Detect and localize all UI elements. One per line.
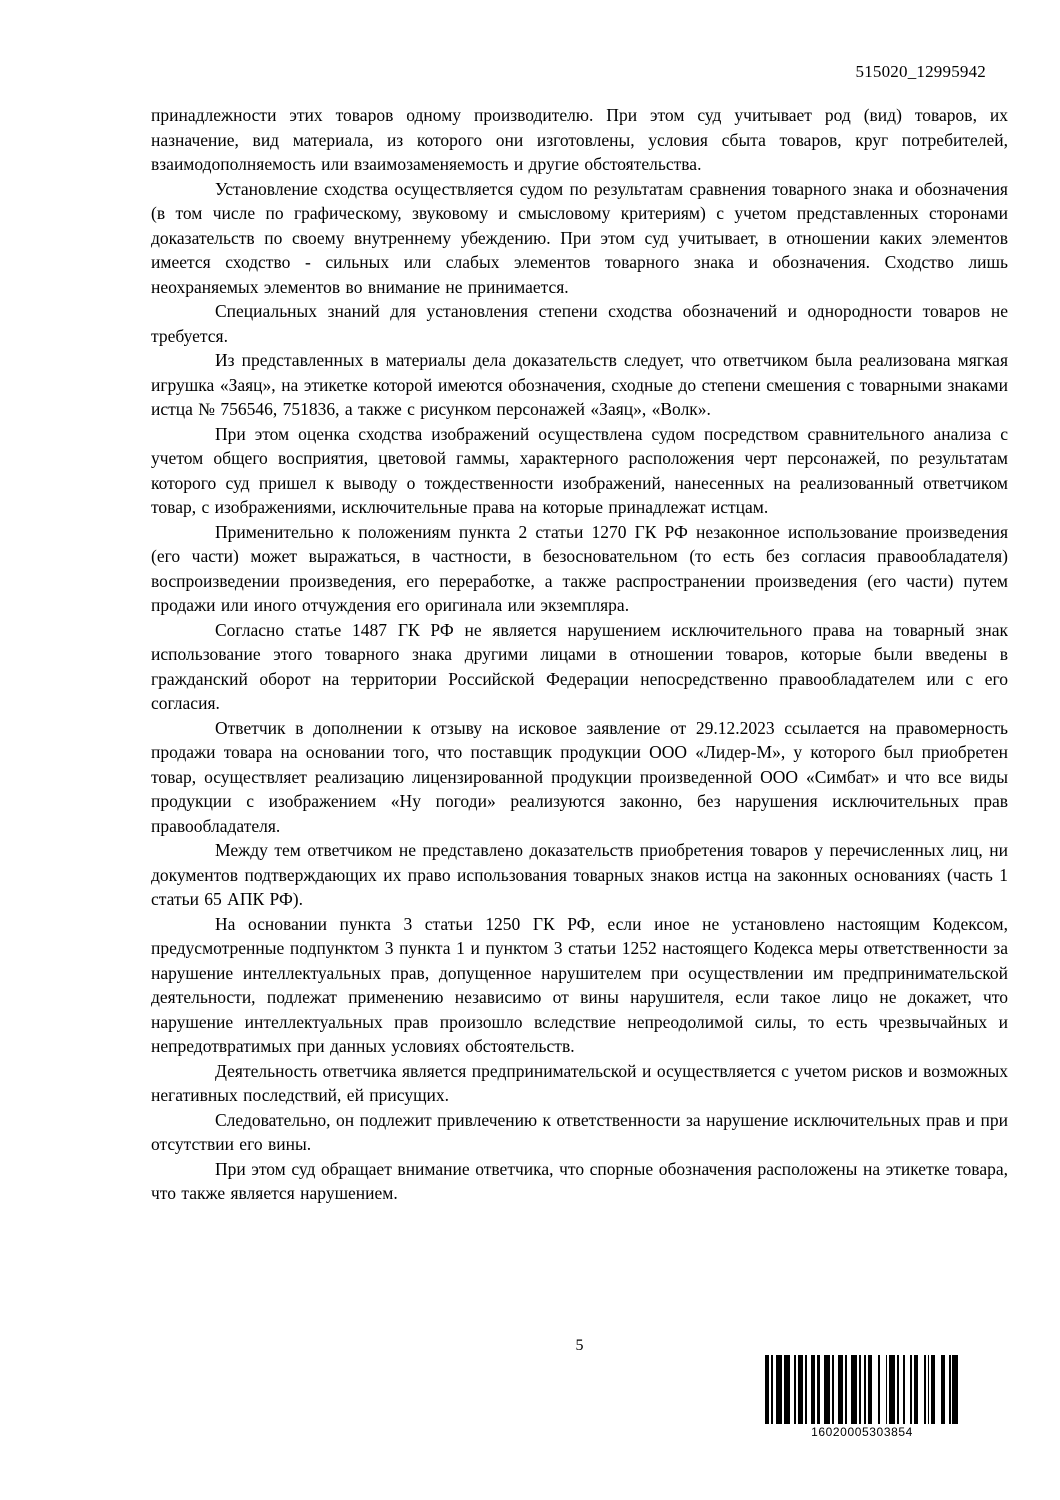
- paragraph: Ответчик в дополнении к отзыву на исковое заявление от 29.12.2023 ссылается на правомерность продажи товара на основании того, что поставщик продукции ООО «Лидер-М», у которого был приобретен товар, осуществляет реализацию лицензированной продукции произведенной ООО «Симбат» и что все виды продукции с изображением «Ну погоди» реализуются законно, без нарушения исключительных прав правообладателя.: [151, 717, 1008, 836]
- barcode-image: [765, 1355, 959, 1424]
- document-body: [151, 103, 1008, 1206]
- paragraph: При этом суд обращает внимание ответчика, что спорные обозначения расположены на этикетке товара, что также является нарушением.: [151, 1158, 1008, 1203]
- paragraph: Согласно статье 1487 ГК РФ не является нарушением исключительного права на товарный знак использование этого товарного знака другими лицами в отношении товаров, которые были введены в гражданский оборот на территории Российской Федерации непосредственно правообладателем или с его согласия.: [151, 619, 1008, 713]
- paragraph: Следовательно, он подлежит привлечению к ответственности за нарушение исключительных прав и при отсутствии его вины.: [151, 1109, 1008, 1154]
- paragraph: принадлежности этих товаров одному производителю. При этом суд учитывает род (вид) товаров, их назначение, вид материала, из которого они изготовлены, условия сбыта товаров, круг потребителей, взаимодополняемость или взаимозаменяемость и другие обстоятельства.: [151, 105, 1008, 174]
- document-reference-number: 515020_12995942: [855, 62, 986, 81]
- barcode: [765, 1355, 959, 1439]
- paragraph: Из представленных в материалы дела доказательств следует, что ответчиком была реализована мягкая игрушка «Заяц», на этикетке которой имеются обозначения, сходные до степени смешения с товарными знаками истца № 756546, 751836, а также с рисунком персонажей «Заяц», «Волк».: [151, 350, 1008, 419]
- page-number: 5: [575, 1337, 584, 1354]
- paragraph: Применительно к положениям пункта 2 статьи 1270 ГК РФ незаконное использование произведения (его части) может выражаться, в частности, в безосновательном (то есть без согласия правообладателя) воспроизведении произведения, его переработке, а также распространении произведения (его части) путем продажи или иного отчуждения его оригинала или экземпляра.: [151, 521, 1008, 615]
- paragraph: При этом оценка сходства изображений осуществлена судом посредством сравнительного анализа с учетом общего восприятия, цветовой гаммы, характерного расположения черт персонажей, по результатам которого суд пришел к выводу о тождественности изображений, нанесенных на реализованный ответчиком товар, с изображениями, исключительные права на которые принадлежат истцам.: [151, 423, 1008, 517]
- paragraph: Установление сходства осуществляется судом по результатам сравнения товарного знака и обозначения (в том числе по графическому, звуковому и смысловому критериям) с учетом представленных сторонами доказательств по своему внутреннему убеждению. При этом суд учитывает, в отношении каких элементов имеется сходство - сильных или слабых элементов товарного знака и обозначения. Сходство лишь неохраняемых элементов во внимание не принимается.: [151, 178, 1008, 297]
- paragraph: На основании пункта 3 статьи 1250 ГК РФ, если иное не установлено настоящим Кодексом, предусмотренные подпунктом 3 пункта 1 и пунктом 3 статьи 1252 настоящего Кодекса меры ответственности за нарушение интеллектуальных прав, допущенное нарушителем при осуществлении им предпринимательской деятельности, подлежат применению независимо от вины нарушителя, если такое лицо не докажет, что нарушение интеллектуальных прав произошло вследствие непреодолимой силы, то есть чрезвычайных и непредотвратимых при данных условиях обстоятельств.: [151, 913, 1008, 1056]
- paragraph: Специальных знаний для установления степени сходства обозначений и однородности товаров не требуется.: [151, 301, 1008, 346]
- paragraph: Между тем ответчиком не представлено доказательств приобретения товаров у перечисленных лиц, ни документов подтверждающих их право использования товарных знаков истца на законных основаниях (часть 1 статьи 65 АПК РФ).: [151, 840, 1008, 909]
- barcode-number: 16020005303854: [811, 1425, 913, 1439]
- paragraph: Деятельность ответчика является предпринимательской и осуществляется с учетом рисков и возможных негативных последствий, ей присущих.: [151, 1060, 1008, 1105]
